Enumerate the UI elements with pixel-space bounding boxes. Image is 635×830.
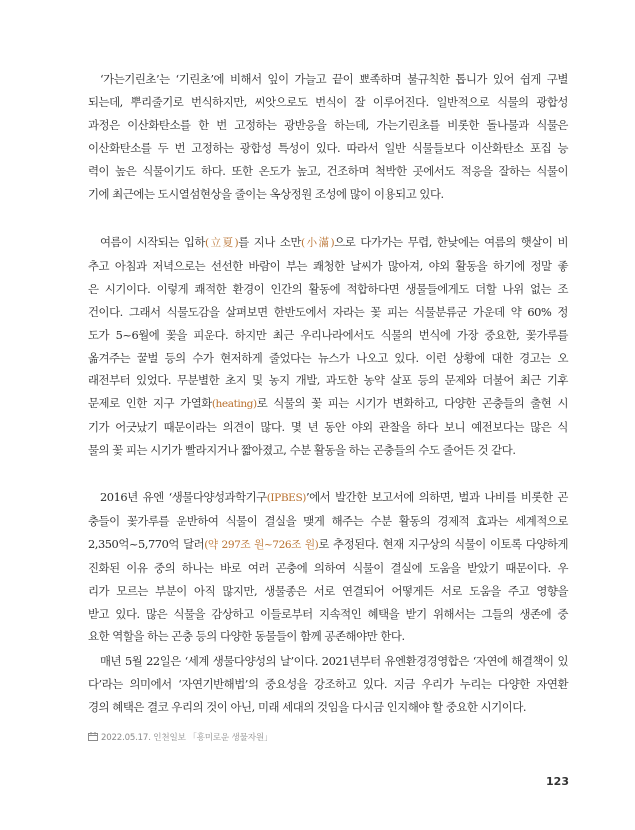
- source-citation: [88, 731, 272, 743]
- text-line: ‘가는기린초’는 ‘기린초’에 비해서 잎이 가늘고 끝이 뾰족하며 불규칙한 톱니가 있어 쉽게 구별: [100, 72, 568, 86]
- text-line: 받고 있다. 많은 식물을 감상하고 이들로부터 지속적인 혜택을 받기 위해서는 그들의 생존에 중: [88, 606, 568, 621]
- text-line: 충들이 꽃가루를 운반하여 식물이 결실을 맺게 해주는 수분 활동의 경제적 효과는 세계적으로: [88, 513, 568, 528]
- text-line: 문제로 인한 지구 가열화(heating)로 식물의 꽃 피는 시기가 변화하고, 다양한 곤충들의 출현 시: [88, 396, 569, 411]
- text-line: 매년 5월 22일은 ‘세계 생물다양성의 날’이다. 2021년부터 유엔환경경영합은 ‘자연에 해결책이 있: [100, 654, 568, 668]
- text-line: 도가 5~6월에 꽃을 피운다. 하지만 최근 우리나라에서도 식물의 번식에 가장 중요한, 꽃가루를: [88, 327, 568, 342]
- text-line: 진화된 이유 중의 하나는 바로 여러 곤충에 의하여 식물이 결실에 도움을 받았기 때문이다. 우: [88, 560, 568, 575]
- text-line: 물의 꽃 피는 시기가 빨라지거나 짧아졌고, 수분 활동을 하는 곤충들의 수도 줄어든 것 같다.: [88, 443, 516, 458]
- text-line: 기가 어긋났기 때문이라는 의견이 많다. 몇 년 동안 야외 관찰을 하다 보니 예전보다는 많은 식: [88, 420, 568, 435]
- source-text: 2022.05.17. 인천일보 「흥미로운 생물자원」: [101, 733, 273, 743]
- paragraph-3: [88, 486, 568, 648]
- text-line: 경의 혜택은 결코 우리의 것이 아닌, 미래 세대의 것임을 다시금 인지해야 할 중요한 시기이다.: [88, 699, 527, 714]
- text-line: 2,350억~5,770억 달러(약 297조 원~726조 원)로 추정된다. 현재 지구상의 식물이 이토록 다양하게: [88, 536, 569, 551]
- text-line: 리가 모르는 부분이 아직 많지만, 생물종은 서로 연결되어 어떻게든 서로 도움을 주고 영향을: [88, 583, 568, 598]
- text-line: 옮겨주는 꿀벌 등의 수가 현저하게 줄었다는 뉴스가 나오고 있다. 이런 상황에 대한 경고는 오: [88, 350, 568, 365]
- text-line: 2016년 유엔 ‘생물다양성과학기구(IPBES)’에서 발간한 보고서에 의하면, 벌과 나비를 비롯한 곤: [100, 490, 568, 504]
- text-line: 추고 아침과 저녁으로는 선선한 바람이 부는 쾌청한 날씨가 많아져, 야외 활동을 하기에 정말 좋: [88, 258, 568, 273]
- text-line: 래전부터 있었다. 무분별한 초지 및 농지 개발, 과도한 농약 살포 등의 문제와 더불어 최근 기후: [88, 373, 568, 388]
- text-line: 여름이 시작되는 입하(立夏)를 지나 소만(小滿)으로 다가가는 무렵, 한낮에는 여름의 햇살이 비: [100, 235, 569, 249]
- text-line: 건이다. 그래서 식물도감을 살펴보면 한반도에서 자라는 꽃 피는 식물분류군 가운데 약 60% 정: [88, 304, 568, 319]
- text-line: 되는데, 뿌리줄기로 번식하지만, 씨앗으로도 번식이 잘 이루어진다. 일반적으로 식물의 광합성: [88, 94, 568, 109]
- text-line: 다’라는 의미에서 ‘자연기반해법’의 중요성을 강조하고 있다. 지금 우리가 누리는 다양한 자연환: [88, 676, 568, 691]
- text-line: 요한 역할을 하는 곤충 등의 다양한 동물들이 함께 공존해야만 한다.: [88, 629, 405, 644]
- text-line: 력이 높은 식물이기도 하다. 또한 온도가 높고, 건조하며 척박한 곳에서도 적응을 잘하는 식물이: [88, 163, 568, 178]
- text-line: 기에 최근에는 도시열섬현상을 줄이는 옥상정원 조성에 많이 이용되고 있다.: [88, 186, 444, 201]
- paragraph-1: [88, 68, 568, 205]
- calendar-icon: [88, 732, 98, 741]
- paragraph-4: [88, 650, 568, 719]
- text-line: 과정은 이산화탄소를 한 번 고정하는 광반응을 하는데, 가는기린초를 비롯한 돌나물과 식물은: [88, 117, 568, 132]
- paragraph-2: [88, 231, 568, 462]
- text-line: 이산화탄소를 두 번 고정하는 광합성 특성이 있다. 따라서 일반 식물들보다 이산화탄소 포집 능: [88, 140, 568, 155]
- page-number: 123: [546, 775, 569, 788]
- text-line: 은 시기이다. 이렇게 쾌적한 환경이 인간의 활동에 적합하다면 생물들에게도 더할 나위 없는 조: [88, 281, 568, 296]
